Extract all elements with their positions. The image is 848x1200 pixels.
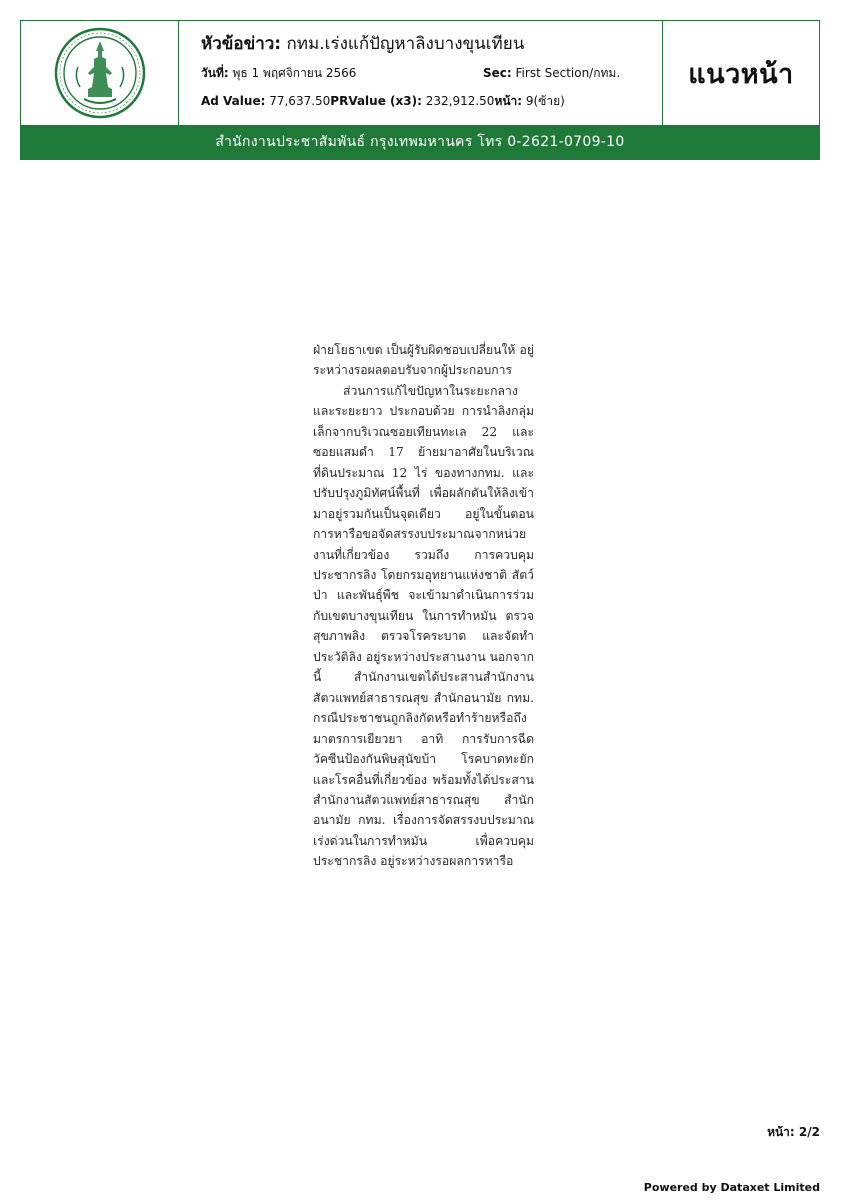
logo-cell [21,21,179,125]
pr-value-label: PRValue (x3): [330,94,422,108]
headline: กทม.เร่งแก้ปัญหาลิงบางขุนเทียน [286,34,525,54]
headline-row [201,31,642,57]
date-row [201,63,642,83]
bma-emblem-icon [54,27,146,119]
date-label: วันที่: [201,66,229,80]
article-paragraph: ฝ่ายโยธาเขต เป็นผู้รับผิดชอบเปลี่ยนให้ อยู่ระหว่างรอผลตอบรับจากผู้ประกอบการ [313,343,534,378]
section-info [483,63,620,83]
ad-value-label: Ad Value: [201,94,266,108]
page-number-label: หน้า: [767,1125,795,1139]
value-row [201,91,642,111]
publication-cell [663,21,819,125]
page-label: หน้า: [494,94,523,108]
headline-label: หัวข้อข่าว: [201,34,282,54]
ad-value: 77,637.50 [269,94,331,108]
pr-value: 232,912.50 [425,94,495,108]
office-contact-bar [21,125,819,159]
powered-by: Powered by Dataxet Limited [643,1181,820,1194]
publication-name: แนวหน้า [688,58,794,90]
article-body [313,340,534,872]
clipping-info [179,21,663,125]
page-number [767,1123,820,1142]
office-contact-text: สำนักงานประชาสัมพันธ์ กรุงเทพมหานคร โทร 0-2621-0709-10 [215,134,625,150]
section-label: Sec: [483,66,512,80]
clipping-header [20,20,820,160]
page-number-value: 2/2 [798,1125,820,1139]
article-paragraph: ส่วนการแก้ไขปัญหาในระยะกลางและระยะยาว ประกอบด้วย การนำลิงกลุ่มเล็กจากบริเวณซอยเทียนทะเล 22 และซอยแสมดำ 17 ย้ายมาอาศัยในบริเวณที่ดินประมาณ 12 ไร่ ของทางกทม. และปรับปรุงภูมิทัศน์พื้นที่ เพื่อผลักดันให้ลิงเข้ามาอยู่รวมกันเป็นจุดเดียว อยู่ในขั้นตอนการหารือขอจัดสรรงบประมาณจากหน่วยงานที่เกี่ยวข้อง รวมถึง การควบคุมประชากรลิง โดยกรมอุทยานแห่งชาติ สัตว์ป่า และพันธุ์พืช จะเข้ามาดำเนินการร่วมกับเขตบางขุนเทียน ในการทำหมัน ตรวจสุขภาพลิง ตรวจโรคระบาด และจัดทำประวัติลิง อยู่ระหว่างประสานงาน นอกจากนี้ สำนักงานเขตได้ประสานสำนักงานสัตวแพทย์สาธารณสุข สำนักอนามัย กทม. กรณีประชาชนถูกลิงกัดหรือทำร้ายหรือถึงมาตรการเยียวยา อาทิ การรับการฉีดวัคซีนป้องกันพิษสุนัขบ้า โรคบาดทะยัก และโรคอื่นที่เกี่ยวข้อง พร้อมทั้งได้ประสานสำนักงานสัตวแพทย์สาธารณสุข สำนักอนามัย กทม. เรื่องการจัดสรรงบประมาณเร่งด่วนในการทำหมัน เพื่อควบคุมประชากรลิง อยู่ระหว่างรอผลการหารือ [313,383,534,869]
page-value: 9(ซ้าย) [525,94,565,108]
date-value: พุธ 1 พฤศจิกายน 2566 [232,66,357,80]
section-value: First Section/กทม. [515,66,621,80]
